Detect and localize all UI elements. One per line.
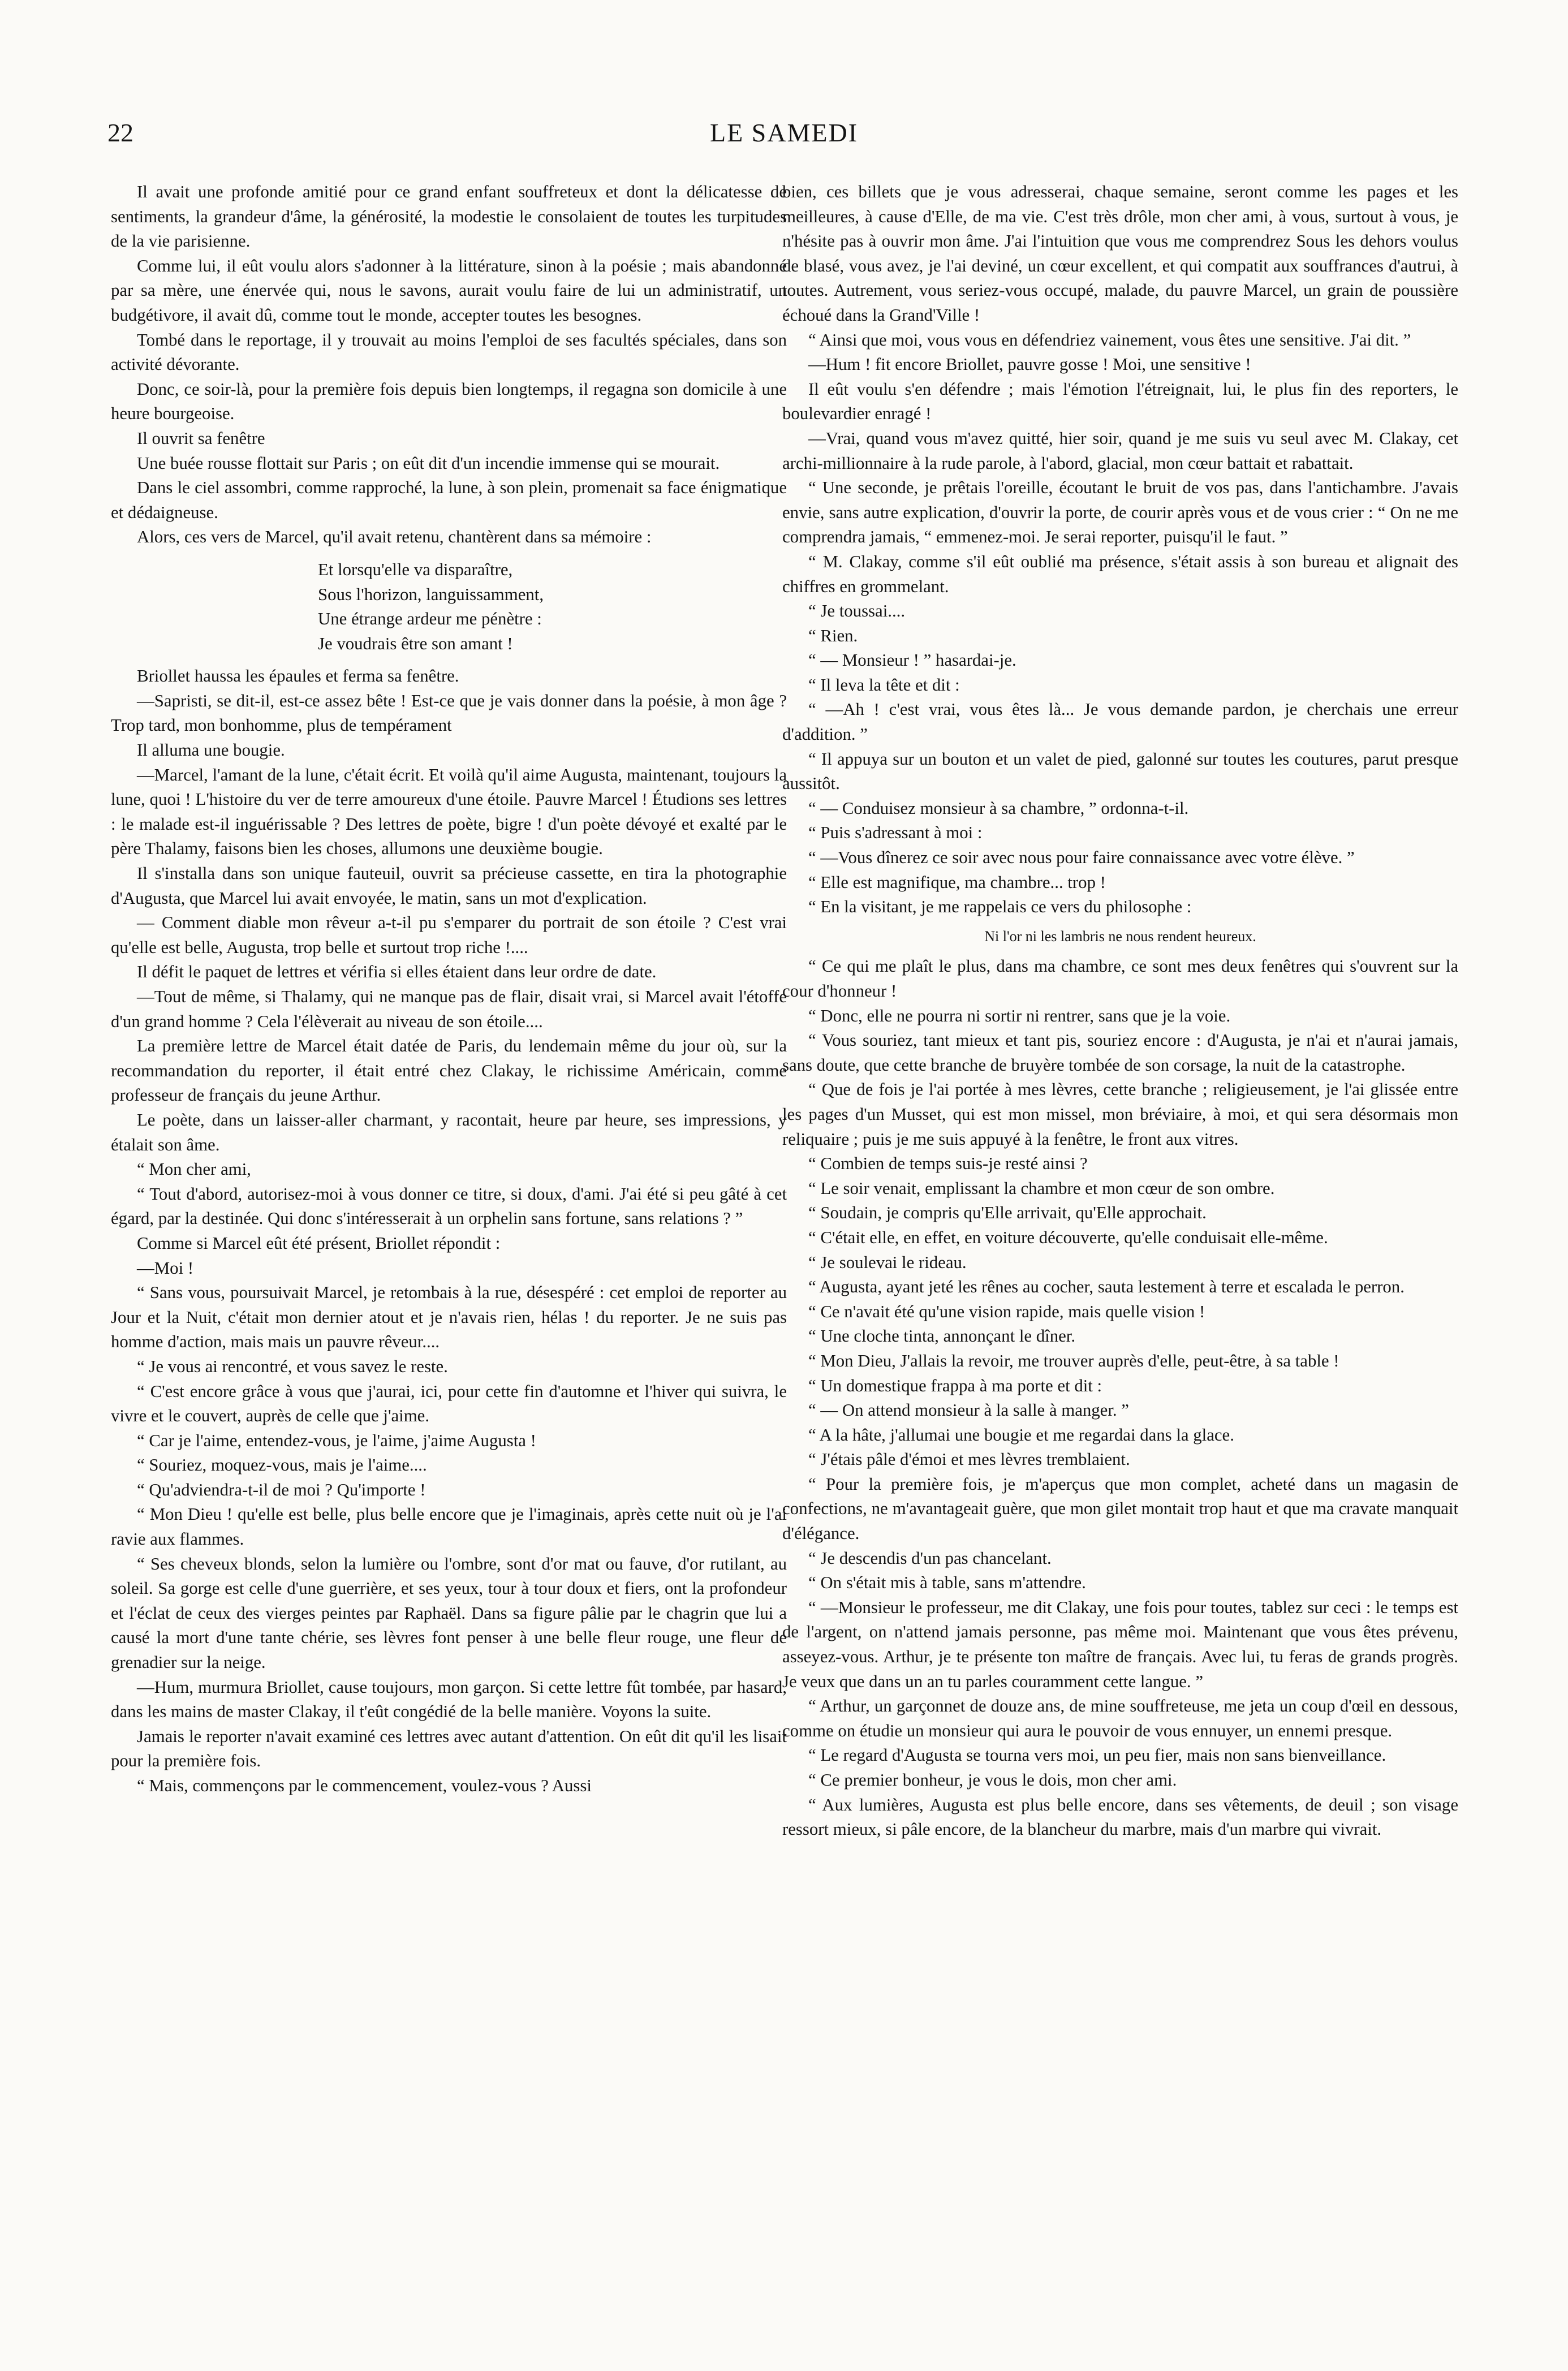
left-column-2-paragraph: Briollet haussa les épaules et ferma sa fenêtre.	[137, 666, 459, 686]
left-column-2-paragraph: —Marcel, l'amant de la lune, c'était écrit. Et voilà qu'il aime Augusta, maintenant, toujours la lune, quoi ! L'histoire du ver de terre amoureux d'une étoile. Pauvre Marcel ! Étudions ses lettres : le malade est-il inguérissable ? Des lettres de poète, bigre ! d'un poète dévoyé et exalté par le père Thalamy, faisons bien les choses, allumons une deuxième bougie.	[111, 765, 787, 859]
right-column-paragraph: “ Une seconde, je prêtais l'oreille, écoutant le bruit de vos pas, dans l'antichambre. J'avais envie, sans autre explication, d'ouvrir la porte, de courir après vous et de vous crier : “ On ne me comprendra jamais, “ emmenez-moi. Je serai reporter, puisqu'il le faut. ”	[782, 478, 1458, 547]
page-number: 22	[107, 118, 133, 147]
right-column-paragraph: “ Rien.	[808, 626, 858, 645]
left-column-2-paragraph: Il alluma une bougie.	[137, 740, 285, 760]
left-column-2-paragraph: “ Qu'adviendra-t-il de moi ? Qu'importe !	[137, 1480, 426, 1499]
right-column-paragraph: —Vrai, quand vous m'avez quitté, hier soir, quand je me suis vu seul avec M. Clakay, cet archi-millionnaire à la rude parole, à l'abord, glacial, mon cœur battait et rabattait.	[782, 428, 1458, 473]
right-column-2-paragraph: “ Mon Dieu, J'allais la revoir, me trouver auprès d'elle, peut-être, à sa table !	[808, 1351, 1339, 1370]
right-column-2-paragraph: “ Arthur, un garçonnet de douze ans, de mine souffreteuse, me jeta un coup d'œil en dessous, comme on étudie un monsieur qui aura le pouvoir de vous ennuyer, un ennemi presque.	[782, 1696, 1458, 1740]
right-column-2-paragraph: “ C'était elle, en effet, en voiture découverte, qu'elle conduisait elle-même.	[808, 1227, 1328, 1247]
left-column-2-paragraph: —Hum, murmura Briollet, cause toujours, mon garçon. Si cette lettre fût tombée, par hasard, dans les mains de master Clakay, il t'eût congédié de la belle manière. Voyons la suite.	[111, 1677, 787, 1722]
right-column-2-paragraph: “ Une cloche tinta, annonçant le dîner.	[808, 1326, 1076, 1346]
right-column-2-paragraph: “ Combien de temps suis-je resté ainsi ?	[808, 1154, 1088, 1174]
right-column-2-paragraph: “ Ce premier bonheur, je vous le dois, mon cher ami.	[808, 1770, 1177, 1790]
left-column-paragraph: Dans le ciel assombri, comme rapproché, la lune, à son plein, promenait sa face énigmatique et dédaigneuse.	[111, 478, 787, 522]
left-column-paragraph: Comme lui, il eût voulu alors s'adonner à la littérature, sinon à la poésie ; mais abandonné par sa mère, une énervée qui, nous le savons, aurait voulu faire de lui un administratif, un budgétivore, il avait dû, comme tout le monde, accepter toutes les besognes.	[111, 256, 787, 325]
right-column-paragraph: “ — Monsieur ! ” hasardai-je.	[808, 650, 1016, 670]
left-column-2-paragraph: Le poète, dans un laisser-aller charmant, y racontait, heure par heure, ses impressions, y étalait son âme.	[111, 1110, 787, 1154]
right-column-2-paragraph: “ Ce n'avait été qu'une vision rapide, mais quelle vision !	[808, 1301, 1205, 1321]
right-column-paragraph: “ — Conduisez monsieur à sa chambre, ” ordonna-t-il.	[808, 798, 1189, 818]
right-column-paragraph: “ Il appuya sur un bouton et un valet de pied, galonné sur toutes les coutures, parut presque aussitôt.	[782, 749, 1458, 794]
right-column-2-paragraph: “ Ce qui me plaît le plus, dans ma chambre, ce sont mes deux fenêtres qui s'ouvrent sur la cour d'honneur !	[782, 956, 1458, 1001]
right-column-2-paragraph: “ Je soulevai le rideau.	[808, 1252, 967, 1272]
right-column-part-2	[782, 954, 1458, 1842]
right-column-2-paragraph: “ J'étais pâle d'émoi et mes lèvres tremblaient.	[808, 1450, 1130, 1469]
verse-paragraph: Une étrange ardeur me pénètre :	[318, 609, 542, 629]
left-column-paragraph: Une buée rousse flottait sur Paris ; on eût dit d'un incendie immense qui se mourait.	[137, 453, 720, 473]
left-column-paragraph: Tombé dans le reportage, il y trouvait au moins l'emploi de ses facultés spéciales, dans son activité dévorante.	[111, 330, 787, 374]
left-column-2-paragraph: “ Tout d'abord, autorisez-moi à vous donner ce titre, si doux, d'ami. J'ai été si peu gâté à cet égard, par la destinée. Qui donc s'intéresserait à un orphelin sans fortune, sans relations ? ”	[111, 1184, 787, 1228]
verse-paragraph: Sous l'horizon, languissamment,	[318, 584, 544, 604]
right-column-2-paragraph: “ Le soir venait, emplissant la chambre et mon cœur de son ombre.	[808, 1178, 1275, 1198]
right-column-2-paragraph: “ Donc, elle ne pourra ni sortir ni rentrer, sans que je la voie.	[808, 1006, 1231, 1025]
left-column-part-2	[111, 664, 787, 1798]
right-column-2-paragraph: “ Aux lumières, Augusta est plus belle encore, dans ses vêtements, de deuil ; son visage ressort mieux, si pâle encore, de la blancheur du marbre, mais d'un marbre qui vivrait.	[782, 1795, 1458, 1839]
right-column-paragraph: “ —Ah ! c'est vrai, vous êtes là... Je vous demande pardon, je cherchais une erreur d'addition. ”	[782, 700, 1458, 744]
left-column-2-paragraph: Il défit le paquet de lettres et vérifia si elles étaient dans leur ordre de date.	[137, 962, 657, 982]
left-column-2-paragraph: “ C'est encore grâce à vous que j'aurai, ici, pour cette fin d'automne et l'hiver qui suivra, le vivre et le couvert, auprès de celle que j'aime.	[111, 1381, 787, 1426]
left-column-part-1	[111, 180, 787, 550]
right-column-paragraph: “ Je toussai....	[808, 601, 906, 621]
left-column-2-paragraph: La première lettre de Marcel était datée de Paris, du lendemain même du jour où, sur la recommandation du reporter, il était entré chez Clakay, le richissime Américain, comme professeur de français du jeune Arthur.	[111, 1036, 787, 1105]
right-column-paragraph: Il eût voulu s'en défendre ; mais l'émotion l'étreignait, lui, le plus fin des reporters, le boulevardier enragé !	[782, 379, 1458, 424]
left-column-2-paragraph: “ Je vous ai rencontré, et vous savez le reste.	[137, 1356, 448, 1376]
right-column-2-paragraph: “ Soudain, je compris qu'Elle arrivait, qu'Elle approchait.	[808, 1203, 1207, 1223]
right-column-2-paragraph: “ — On attend monsieur à la salle à manger. ”	[808, 1400, 1129, 1420]
right-column-2-paragraph: “ Augusta, ayant jeté les rênes au cocher, sauta lestement à terre et escalada le perron.	[808, 1277, 1405, 1297]
right-column-part-1	[782, 180, 1458, 920]
right-column-paragraph: “ Elle est magnifique, ma chambre... trop !	[808, 872, 1106, 892]
left-column-2-paragraph: — Comment diable mon rêveur a-t-il pu s'emparer du portrait de son étoile ? C'est vrai qu'elle est belle, Augusta, trop belle et surtout trop riche !....	[111, 913, 787, 957]
poem-verse	[318, 558, 787, 656]
left-column-2-paragraph: “ Souriez, moquez-vous, mais je l'aime....	[137, 1455, 427, 1475]
right-column-2-paragraph: “ —Monsieur le professeur, me dit Clakay, une fois pour toutes, tablez sur ceci : le temps est de l'argent, on n'attend jamais personne, pas même moi. Maintenant que vous êtes prévenu, asseyez-vous. Arthur, je te présente ton maître de français. Avec lui, tu feras de grands progrès. Je veux que dans un an tu parles couramment cette langue. ”	[782, 1597, 1458, 1691]
left-column-2-paragraph: “ Mon Dieu ! qu'elle est belle, plus belle encore que je l'imaginais, après cette nuit où je l'ai ravie aux flammes.	[111, 1504, 787, 1549]
left-column-2-paragraph: Jamais le reporter n'avait examiné ces lettres avec autant d'attention. On eût dit qu'il les lisait pour la première fois.	[111, 1726, 787, 1771]
right-column-paragraph: “ Ainsi que moi, vous vous en défendriez vainement, vous êtes une sensitive. J'ai dit. ”	[808, 330, 1411, 350]
right-column-paragraph: “ Il leva la tête et dit :	[808, 675, 960, 695]
left-column-2-paragraph: “ Ses cheveux blonds, selon la lumière ou l'ombre, sont d'or mat ou fauve, d'or rutilant, au soleil. Sa gorge est celle d'une guerrière, et ses yeux, tour à tour doux et fiers, ont la profondeur et l'éclat de ceux des vierges peintes par Raphaël. Dans sa figure pâlie par le chagrin que lui a causé la mort d'une tante chérie, ses lèvres font penser à une belle fleur rouge, une fleur de grenadier sur la neige.	[111, 1554, 787, 1672]
left-column	[111, 180, 787, 1799]
right-column-2-paragraph: “ Vous souriez, tant mieux et tant pis, souriez encore : d'Augusta, je n'ai et n'aurai jamais, sans doute, que cette branche de bruyère tombée de son corsage, la nuit de la catastrophe.	[782, 1031, 1458, 1075]
right-column-paragraph: “ —Vous dînerez ce soir avec nous pour faire connaissance avec votre élève. ”	[808, 848, 1355, 868]
left-column-2-paragraph: —Sapristi, se dit-il, est-ce assez bête ! Est-ce que je vais donner dans la poésie, à mon âge ? Trop tard, mon bonhomme, plus de tempérament	[111, 691, 787, 735]
right-column-paragraph: —Hum ! fit encore Briollet, pauvre gosse ! Moi, une sensitive !	[808, 355, 1251, 374]
left-column-paragraph: Donc, ce soir-là, pour la première fois depuis bien longtemps, il regagna son domicile à une heure bourgeoise.	[111, 379, 787, 424]
left-column-2-paragraph: “ Car je l'aime, entendez-vous, je l'aime, j'aime Augusta !	[137, 1430, 536, 1450]
right-column-2-paragraph: “ Un domestique frappa à ma porte et dit :	[808, 1376, 1102, 1395]
page-header	[107, 118, 1461, 157]
verse-paragraph: Je voudrais être son amant !	[318, 633, 513, 653]
left-column-paragraph: Il ouvrit sa fenêtre	[137, 428, 265, 448]
right-column-2-paragraph: “ Le regard d'Augusta se tourna vers moi, un peu fier, mais non sans bienveillance.	[808, 1745, 1386, 1765]
left-column-2-paragraph: “ Sans vous, poursuivait Marcel, je retombais à la rue, désespéré : cet emploi de reporter au Jour et la Nuit, c'était mon dernier atout et je n'avais rien, hélas ! du reporter. Je ne suis pas homme d'action, mais mais un pauvre rêveur....	[111, 1283, 787, 1352]
left-column-2-paragraph: “ Mon cher ami,	[137, 1159, 251, 1179]
right-column	[782, 180, 1458, 1842]
left-column-2-paragraph: “ Mais, commençons par le commencement, voulez-vous ? Aussi	[137, 1776, 592, 1795]
left-column-paragraph: Il avait une profonde amitié pour ce grand enfant souffreteux et dont la délicatesse de sentiments, la grandeur d'âme, la générosité, la modestie le consolaient de toutes les turpitudes de la vie parisienne.	[111, 182, 787, 251]
left-column-paragraph: Alors, ces vers de Marcel, qu'il avait retenu, chantèrent dans sa mémoire :	[137, 527, 652, 547]
verse-paragraph: Et lorsqu'elle va disparaître,	[318, 559, 513, 579]
right-column-paragraph: “ M. Clakay, comme s'il eût oublié ma présence, s'était assis à son bureau et alignait des chiffres en grommelant.	[782, 551, 1458, 596]
left-column-2-paragraph: —Tout de même, si Thalamy, qui ne manque pas de flair, disait vrai, si Marcel avait l'étoffe d'un grand homme ? Cela l'élèverait au niveau de son étoile....	[111, 987, 787, 1031]
right-column-2-paragraph: “ Pour la première fois, je m'aperçus que mon complet, acheté dans un magasin de confections, ne m'avantageait guère, que mon gilet montait trop haut et que ma cravate manquait d'élégance.	[782, 1474, 1458, 1544]
left-column-2-paragraph: Comme si Marcel eût été présent, Briollet répondit :	[137, 1233, 501, 1253]
right-column-paragraph: bien, ces billets que je vous adresserai, chaque semaine, seront comme les pages et les meilleures, à cause d'Elle, de ma vie. C'est très drôle, mon cher ami, à vous, surtout à vous, je n'hésite pas à ouvrir mon âme. J'ai l'intuition que vous me comprendrez Sous les dehors voulus de blasé, vous avez, je l'ai deviné, un cœur excellent, et qui compatit aux souffrances d'autrui, à toutes. Autrement, vous seriez-vous occupé, malade, du pauvre Marcel, un grain de poussière échoué dans la Grand'Ville !	[782, 182, 1458, 325]
running-title: LE SAMEDI	[709, 118, 859, 147]
right-column-paragraph: “ Puis s'adressant à moi :	[808, 823, 983, 843]
philosopher-quote: Ni l'or ni les lambris ne nous rendent heureux.	[984, 928, 1256, 945]
right-column-paragraph: “ En la visitant, je me rappelais ce vers du philosophe :	[808, 897, 1192, 917]
right-column-2-paragraph: “ On s'était mis à table, sans m'attendre.	[808, 1573, 1086, 1593]
left-column-2-paragraph: —Moi !	[137, 1258, 194, 1278]
left-column-2-paragraph: Il s'installa dans son unique fauteuil, ouvrit sa précieuse cassette, en tira la photographie d'Augusta, que Marcel lui avait envoyée, le matin, sans un mot d'explication.	[111, 864, 787, 908]
right-column-2-paragraph: “ A la hâte, j'allumai une bougie et me regardai dans la glace.	[808, 1425, 1234, 1445]
right-column-2-paragraph: “ Que de fois je l'ai portée à mes lèvres, cette branche ; religieusement, je l'ai glissée entre les pages d'un Musset, qui est mon missel, mon bréviaire, à moi, et qui sera désormais mon reliquaire ; puis je me suis appuyé à la fenêtre, le front aux vitres.	[782, 1080, 1458, 1149]
right-column-2-paragraph: “ Je descendis d'un pas chancelant.	[808, 1548, 1052, 1568]
